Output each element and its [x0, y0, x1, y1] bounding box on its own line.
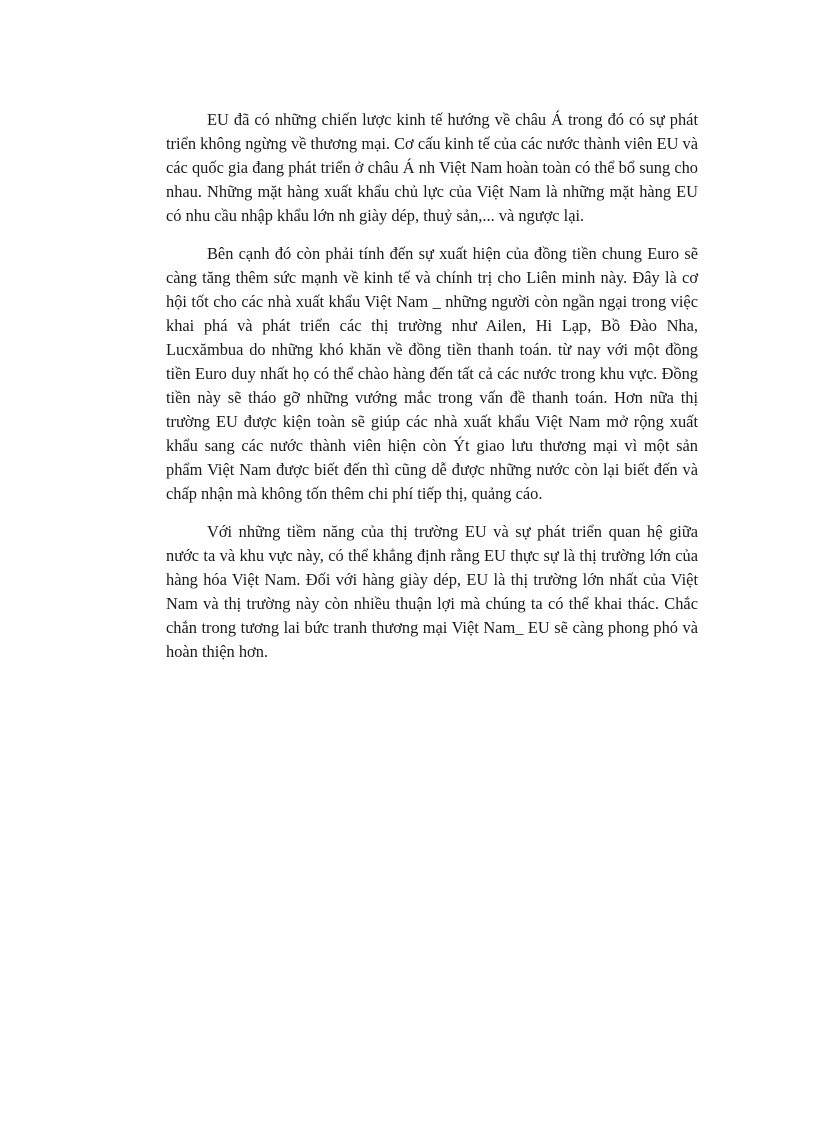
paragraph-1: EU đã có những chiến lược kinh tế hướng về châu Á trong đó có sự phát triển không ngừng về thương mại. Cơ cấu kinh tế của các nước thành viên EU và các quốc gia đang phát triển ở châu Á nh Việt Nam hoàn toàn có thể bổ sung cho nhau. Những mặt hàng xuất khẩu chủ lực của Việt Nam là những mặt hàng EU có nhu cầu nhập khẩu lớn nh giày dép, thuỷ sản,... và ngược lại.: [166, 110, 698, 225]
body-text: [166, 108, 698, 678]
paragraph-2: Bên cạnh đó còn phải tính đến sự xuất hiện của đồng tiền chung Euro sẽ càng tăng thêm sức mạnh về kinh tế và chính trị cho Liên minh này. Đây là cơ hội tốt cho các nhà xuất khẩu Việt Nam _ những người còn ngần ngại trong việc khai phá và phát triển các thị trường như Ailen, Hi Lạp, Bồ Đào Nha, Lucxămbua do những khó khăn về đồng tiền thanh toán. từ nay với một đồng tiền Euro duy nhất họ có thể chào hàng đến tất cả các nước trong khu vực. Đồng tiền này sẽ tháo gỡ những vướng mắc trong vấn đề thanh toán. Hơn nữa thị trường EU được kiện toàn sẽ giúp các nhà xuất khẩu Việt Nam mở rộng xuất khẩu sang các nước thành viên hiện còn Ýt giao lưu thương mại vì một sản phẩm Việt Nam được biết đến thì cũng dễ được những nước còn lại biết đến và chấp nhận mà không tốn thêm chi phí tiếp thị, quảng cáo.: [166, 244, 698, 503]
paragraph-3: Với những tiềm năng của thị trường EU và sự phát triển quan hệ giữa nước ta và khu vực này, có thể khẳng định rằng EU thực sự là thị trường lớn của hàng hóa Việt Nam. Đối với hàng giày dép, EU là thị trường lớn nhất của Việt Nam và thị trường này còn nhiều thuận lợi mà chúng ta có thể khai thác. Chắc chắn trong tương lai bức tranh thương mại Việt Nam_ EU sẽ càng phong phó và hoàn thiện hơn.: [166, 522, 698, 661]
